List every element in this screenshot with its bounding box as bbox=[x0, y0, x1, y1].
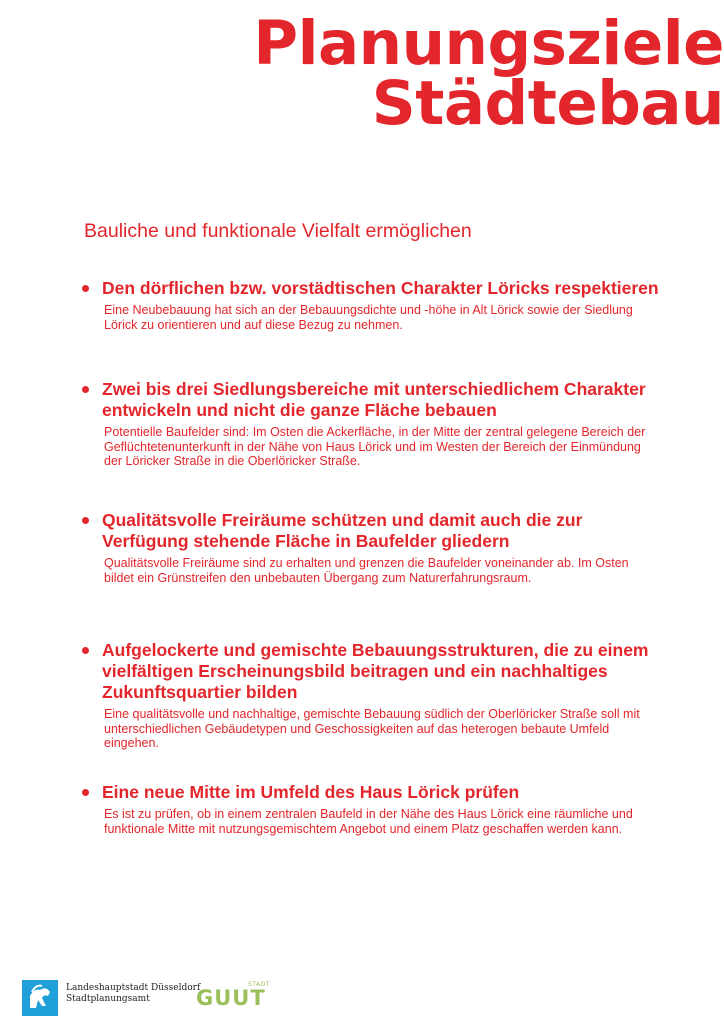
goal-item-1 bbox=[80, 278, 660, 332]
goal-item-5 bbox=[80, 782, 660, 836]
bullet-icon bbox=[82, 386, 89, 393]
footer-organization bbox=[66, 983, 200, 1005]
goal-heading: Eine neue Mitte im Umfeld des Haus Lörick prüfen bbox=[102, 782, 520, 802]
bullet-icon bbox=[82, 647, 89, 654]
goal-description: Qualitätsvolle Freiräume sind zu erhalten und grenzen die Baufelder voneinander ab. Im Osten bildet ein Grünstreifen den unbebauten Übergang zum Naturerfahrungsraum. bbox=[104, 556, 629, 585]
goal-description: Eine qualitätsvolle und nachhaltige, gemischte Bebauung südlich der Oberlöricker Straße soll mit unterschiedlichen Gebäudetypen und Geschossigkeiten auf das heterogen bebaute Umfeld eingehen. bbox=[104, 707, 640, 751]
goal-item-3 bbox=[80, 510, 660, 585]
bullet-icon bbox=[82, 517, 89, 524]
goal-item-4 bbox=[80, 640, 660, 751]
goal-description: Eine Neubebauung hat sich an der Bebauungsdichte und -höhe in Alt Lörick sowie der Siedlung Lörick zu orientieren und auf diese Bezug zu nehmen. bbox=[104, 303, 633, 332]
bullet-icon bbox=[82, 285, 89, 292]
gut-stadt-logo-small-text: STADT bbox=[248, 981, 270, 988]
bullet-icon bbox=[82, 789, 89, 796]
goal-heading: Den dörflichen bzw. vorstädtischen Charakter Löricks respektieren bbox=[102, 278, 659, 298]
footer-org-line1: Landeshauptstadt Düsseldorf bbox=[66, 983, 201, 993]
goal-description: Potentielle Baufelder sind: Im Osten die Ackerfläche, in der Mitte der zentral gelegene Bereich der Geflüchtetenunterkunft in der Nähe von Haus Lörick und im Westen der Bereich der Einmündung der Löricker Straße in die Oberlöricker Straße. bbox=[104, 425, 646, 469]
page-title-line1: Planungsziele bbox=[253, 8, 724, 79]
gut-stadt-logo: GUUT bbox=[196, 986, 266, 1010]
goal-description: Es ist zu prüfen, ob in einem zentralen Baufeld in der Nähe des Haus Lörick eine räumliche und funktionale Mitte mit nutzungsgemischtem Angebot und einem Platz geschaffen werden kann. bbox=[104, 807, 633, 836]
section-subtitle: Bauliche und funktionale Vielfalt ermöglichen bbox=[84, 220, 472, 242]
goal-heading: Qualitätsvolle Freiräume schützen und damit auch die zur Verfügung stehende Fläche in Baufelder gliedern bbox=[102, 510, 583, 551]
goal-item-2 bbox=[80, 379, 660, 469]
goal-heading: Aufgelockerte und gemischte Bebauungsstrukturen, die zu einem vielfältigen Erscheinungsbild beitragen und ein nachhaltiges Zukunftsquartier bilden bbox=[102, 640, 649, 702]
goal-heading: Zwei bis drei Siedlungsbereiche mit unterschiedlichem Charakter entwickeln und nicht die ganze Fläche bebauen bbox=[102, 379, 646, 420]
duesseldorf-lion-logo-icon bbox=[22, 980, 58, 1016]
page-title-line2: Städtebau bbox=[371, 68, 724, 139]
footer-org-line2: Stadtplanungsamt bbox=[66, 994, 150, 1004]
page-title bbox=[253, 8, 724, 139]
